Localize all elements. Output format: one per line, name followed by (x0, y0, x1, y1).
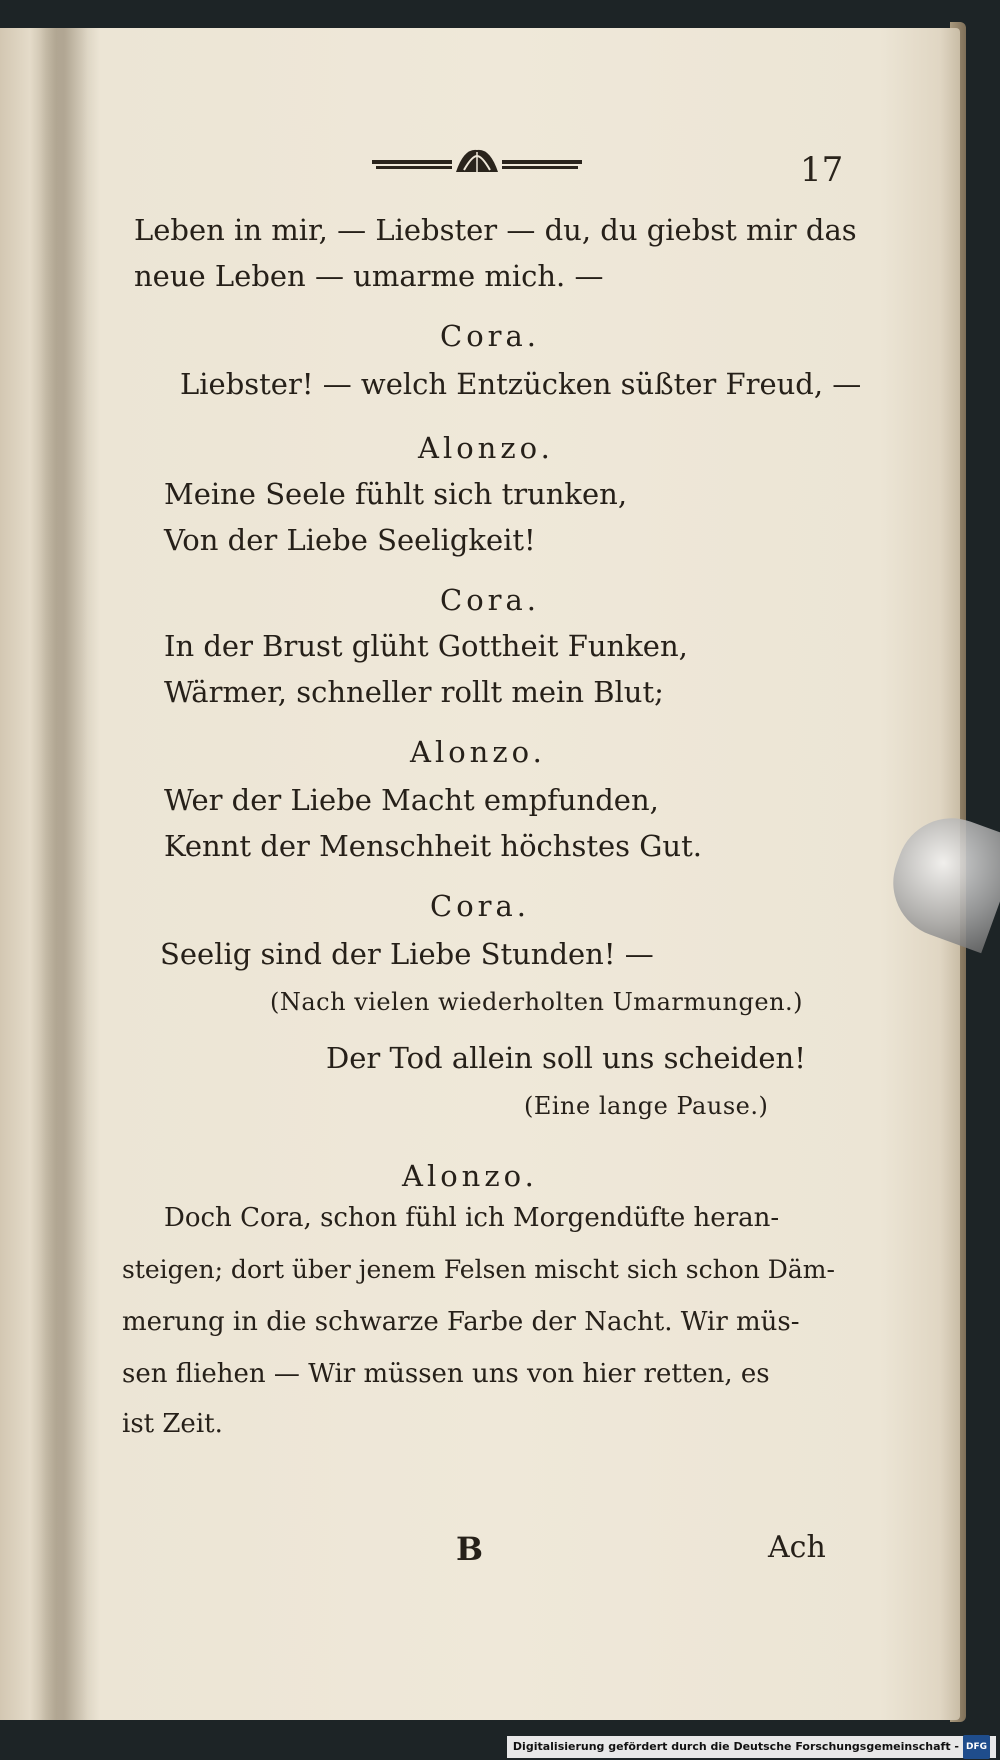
text-line: Von der Liebe Seeligkeit! (164, 523, 536, 557)
text-line: merung in die schwarze Farbe der Nacht. Wir müs- (122, 1307, 800, 1337)
text-line: sen fliehen — Wir müssen uns von hier retten, es (122, 1359, 770, 1389)
text-line: In der Brust glüht Gottheit Funken, (164, 629, 688, 663)
text-line: steigen; dort über jenem Felsen mischt sich schon Däm- (122, 1255, 835, 1284)
stage-direction: (Eine lange Pause.) (524, 1092, 769, 1120)
catchword: Ach (768, 1530, 826, 1565)
stage-direction: (Nach vielen wiederholten Umarmungen.) (270, 988, 804, 1016)
speaker-name: Alonzo. (418, 431, 554, 465)
signature-mark: B (456, 1530, 484, 1568)
text-line: Meine Seele fühlt sich trunken, (164, 477, 628, 511)
speaker-name: Cora. (440, 583, 541, 617)
ornament-icon (372, 144, 582, 184)
text-line: Doch Cora, schon fühl ich Morgendüfte heran- (164, 1203, 780, 1233)
digitization-credit (507, 1736, 996, 1758)
credit-text: Digitalisierung gefördert durch die Deutsche Forschungsgemeinschaft - (512, 1740, 959, 1753)
page-fold-shadow (40, 28, 88, 1720)
speaker-name: Alonzo. (410, 735, 546, 769)
text-line: Der Tod allein soll uns scheiden! (326, 1041, 806, 1075)
text-line: Wärmer, schneller rollt mein Blut; (164, 675, 664, 709)
text-line: neue Leben — umarme mich. — (134, 259, 604, 293)
text-line: Wer der Liebe Macht empfunden, (164, 783, 659, 817)
text-line: Liebster! — welch Entzücken süßter Freud, — (180, 367, 862, 401)
text-line: Leben in mir, — Liebster — du, du giebst mir das (134, 213, 857, 247)
text-line: ist Zeit. (122, 1409, 223, 1439)
speaker-name: Cora. (440, 319, 541, 353)
text-line: Seelig sind der Liebe Stunden! — (160, 937, 654, 971)
page-number: 17 (800, 150, 844, 190)
text-line: Kennt der Menschheit höchstes Gut. (164, 829, 702, 863)
dfg-logo-icon: DFG (963, 1735, 990, 1759)
speaker-name: Alonzo. (402, 1159, 538, 1193)
speaker-name: Cora. (430, 889, 531, 923)
